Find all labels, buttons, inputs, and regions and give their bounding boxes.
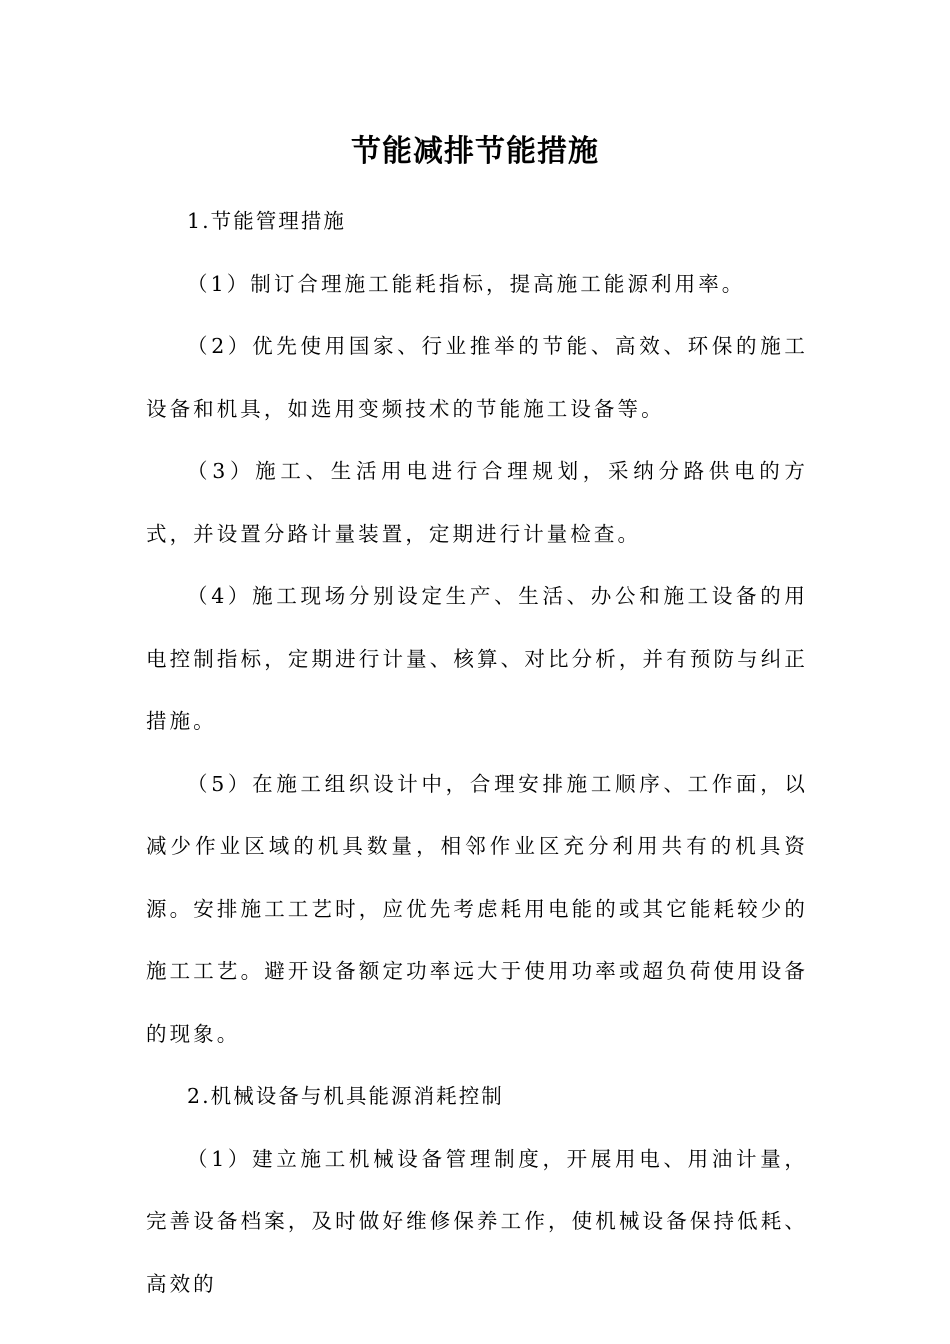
document-title: 节能减排节能措施	[351, 134, 599, 169]
paragraph: （2）优先使用国家、行业推举的节能、高效、环保的施工设备和机具，如选用变频技术的节能施工设备等。	[146, 334, 808, 421]
document-body	[146, 190, 808, 1315]
paragraph: （1）建立施工机械设备管理制度，开展用电、用油计量，完善设备档案，及时做好维修保养工作，使机械设备保持低耗、高效的	[146, 1146, 808, 1296]
paragraph: （5）在施工组织设计中，合理安排施工顺序、工作面，以减少作业区域的机具数量，相邻作业区充分利用共有的机具资源。安排施工工艺时，应优先考虑耗用电能的或其它能耗较少的施工工艺。避开设备额定功率远大于使用功率或超负荷使用设备的现象。	[146, 771, 808, 1046]
section-heading: 1.节能管理措施	[187, 209, 346, 233]
section-heading: 2.机械设备与机具能源消耗控制	[187, 1084, 504, 1108]
paragraph: （1）制订合理施工能耗指标，提高施工能源利用率。	[187, 271, 746, 296]
paragraph: （3）施工、生活用电进行合理规划，采纳分路供电的方式，并设置分路计量装置，定期进行计量检查。	[146, 459, 808, 546]
paragraph: （4）施工现场分别设定生产、生活、办公和施工设备的用电控制指标，定期进行计量、核算、对比分析，并有预防与纠正措施。	[146, 584, 808, 733]
